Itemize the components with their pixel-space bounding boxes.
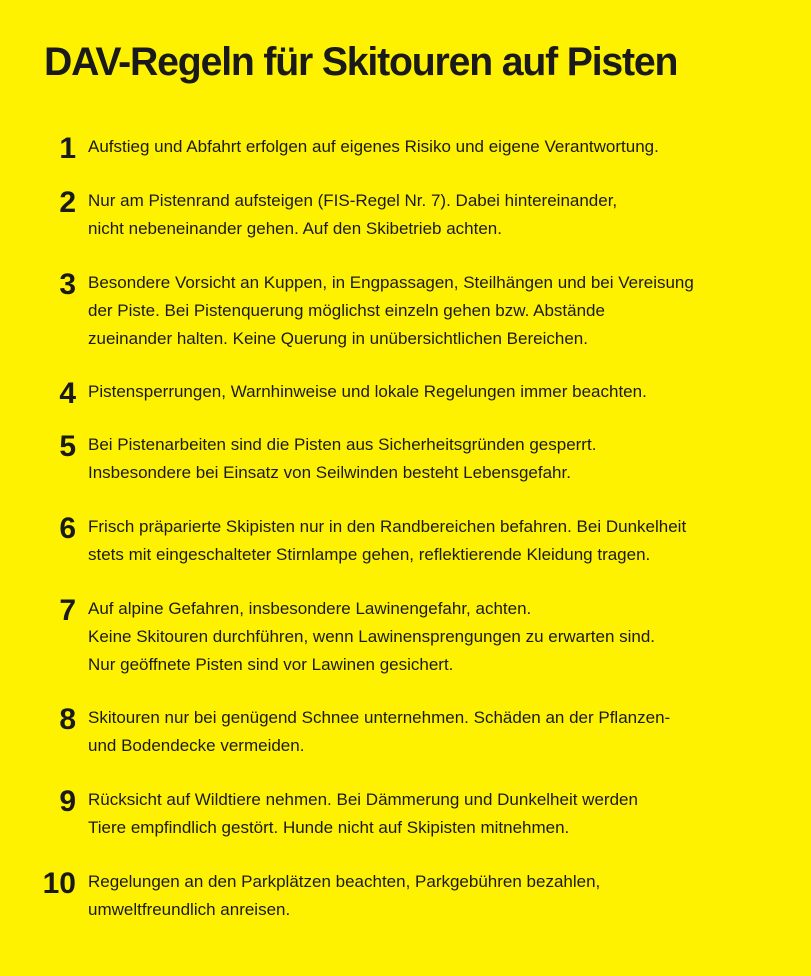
rule-text-line: nicht nebeneinander gehen. Auf den Skibetrieb achten.: [88, 219, 502, 238]
rule-text: [88, 431, 798, 487]
rule-text: [88, 868, 798, 924]
rule-number: 2: [59, 186, 76, 219]
rule-text-line: der Piste. Bei Pistenquerung möglichst einzeln gehen bzw. Abstände: [88, 301, 605, 320]
rule-number: 8: [59, 703, 76, 736]
rule-text-line: Tiere empfindlich gestört. Hunde nicht auf Skipisten mitnehmen.: [88, 818, 570, 837]
rule-number: 4: [59, 377, 76, 410]
rule-text-line: Bei Pistenarbeiten sind die Pisten aus Sicherheitsgründen gesperrt.: [88, 435, 597, 454]
rule-number: 1: [59, 132, 76, 165]
rule-text-line: Frisch präparierte Skipisten nur in den Randbereichen befahren. Bei Dunkelheit: [88, 517, 687, 536]
rule-number: 3: [59, 268, 76, 301]
rule-text-line: Regelungen an den Parkplätzen beachten, Parkgebühren bezahlen,: [88, 872, 601, 891]
rule-text: [88, 786, 798, 842]
rule-text-line: Auf alpine Gefahren, insbesondere Lawinengefahr, achten.: [88, 599, 532, 618]
rule-text: [88, 269, 798, 353]
rule-text-line: Rücksicht auf Wildtiere nehmen. Bei Dämmerung und Dunkelheit werden: [88, 790, 638, 809]
rule-text-line: Besondere Vorsicht an Kuppen, in Engpassagen, Steilhängen und bei Vereisung: [88, 273, 694, 292]
rule-text-line: und Bodendecke vermeiden.: [88, 736, 305, 755]
page-title: DAV-Regeln für Skitouren auf Pisten: [44, 40, 678, 84]
rule-text: [88, 133, 798, 161]
rule-text: [88, 378, 798, 406]
rule-text-line: Aufstieg und Abfahrt erfolgen auf eigenes Risiko und eigene Verantwortung.: [88, 137, 659, 156]
rule-number: 10: [42, 867, 76, 900]
rule-text-line: Keine Skitouren durchführen, wenn Lawinensprengungen zu erwarten sind.: [88, 627, 656, 646]
rule-text: [88, 704, 798, 760]
rule-number: 6: [59, 512, 76, 545]
rule-text-line: Nur geöffnete Pisten sind vor Lawinen gesichert.: [88, 655, 454, 674]
rule-text: [88, 513, 798, 569]
rule-text-line: stets mit eingeschalteter Stirnlampe gehen, reflektierende Kleidung tragen.: [88, 545, 651, 564]
rule-text-line: Nur am Pistenrand aufsteigen (FIS-Regel Nr. 7). Dabei hintereinander,: [88, 191, 618, 210]
rule-text-line: Insbesondere bei Einsatz von Seilwinden besteht Lebensgefahr.: [88, 463, 571, 482]
rule-text-line: umweltfreundlich anreisen.: [88, 900, 291, 919]
rule-text-line: zueinander halten. Keine Querung in unübersichtlichen Bereichen.: [88, 329, 588, 348]
rule-text-line: Pistensperrungen, Warnhinweise und lokale Regelungen immer beachten.: [88, 382, 647, 401]
rule-number: 7: [59, 594, 76, 627]
rule-number: 5: [59, 430, 76, 463]
rule-text: [88, 187, 798, 243]
rule-number: 9: [59, 785, 76, 818]
rule-text-line: Skitouren nur bei genügend Schnee unternehmen. Schäden an der Pflanzen-: [88, 708, 671, 727]
rule-text: [88, 595, 798, 679]
